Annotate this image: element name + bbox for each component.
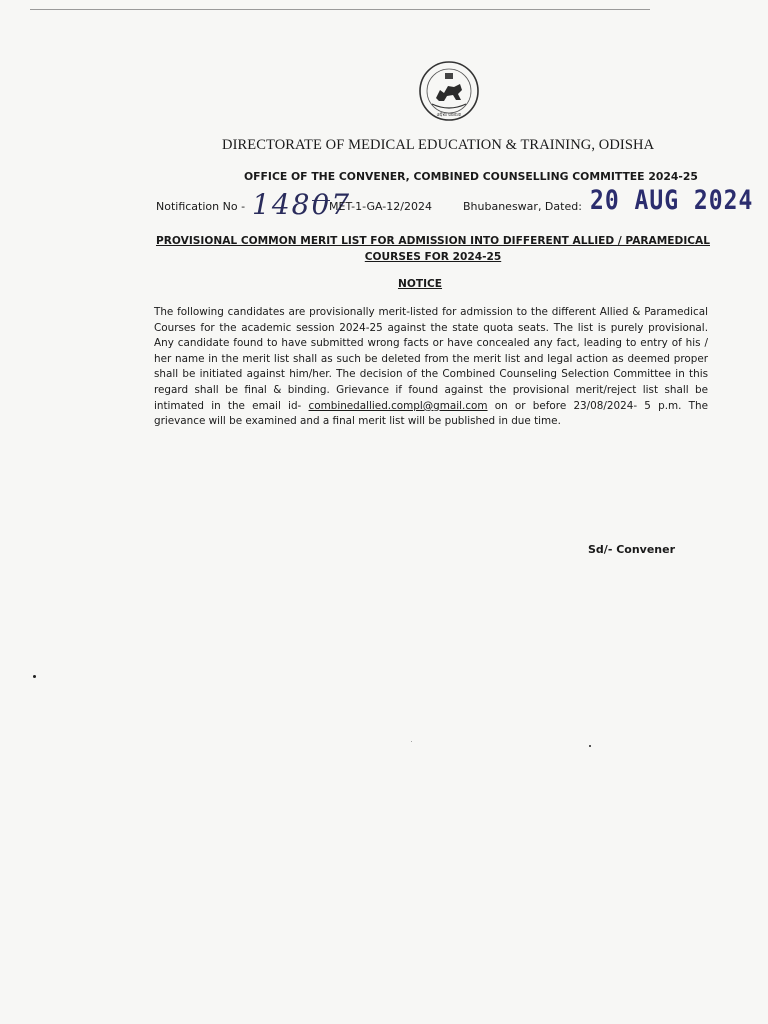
subject-line-1: PROVISIONAL COMMON MERIT LIST FOR ADMISSION INTO DIFFERENT ALLIED / PARAMEDICAL <box>155 235 710 247</box>
notification-reference: MET-1-GA-12/2024 <box>329 200 432 213</box>
grievance-email-link[interactable]: combinedallied.compl@gmail.com <box>308 399 488 412</box>
svg-text:ଓଡ଼ିଶା ସରକାର: ଓଡ଼ିଶା ସରକାର <box>436 112 462 117</box>
notice-body <box>154 305 708 430</box>
handwritten-strike-mark <box>312 200 330 201</box>
office-subtitle: OFFICE OF THE CONVENER, COMBINED COUNSELLING COMMITTEE 2024-25 <box>244 170 698 183</box>
subject-line-2: COURSES FOR 2024-25 <box>364 251 502 263</box>
odisha-emblem-icon <box>418 60 480 122</box>
subject-heading <box>150 233 716 265</box>
directorate-title: DIRECTORATE OF MEDICAL EDUCATION & TRAINING, ODISHA <box>222 137 655 153</box>
scan-edge-line <box>30 9 650 10</box>
scan-speck <box>411 741 412 742</box>
scan-speck <box>33 675 36 678</box>
handwritten-notification-number: 14807 <box>252 188 352 221</box>
notice-body-text-continued: on or before 23/08/2024- 5 p.m. The grievance will be examined and a final merit list will be published in due time. <box>154 399 709 428</box>
place-date-label: Bhubaneswar, Dated: <box>463 200 582 213</box>
notification-label: Notification No - <box>156 200 246 213</box>
date-stamp: 20 AUG 2024 <box>590 186 754 216</box>
scan-speck <box>589 745 591 747</box>
notice-heading: NOTICE <box>397 278 443 290</box>
notification-row <box>156 186 754 226</box>
notice-body-text: The following candidates are provisionally merit-listed for admission to the different Allied & Paramedical Courses for the academic session 2024-25 against the state quota seats. The list is purely provisional. Any candidate found to have submitted wrong facts or have concealed any fact, leading to entry of his / her name in the merit list shall as such be deleted from the merit list and legal action as deemed proper shall be initiated against him/her. The decision of the Combined Counseling Selection Committee in this regard shall be final & binding. Grievance if found against the provisional merit/reject list shall be intimated in the email id- <box>154 306 708 412</box>
signature: Sd/- Convener <box>588 543 676 556</box>
